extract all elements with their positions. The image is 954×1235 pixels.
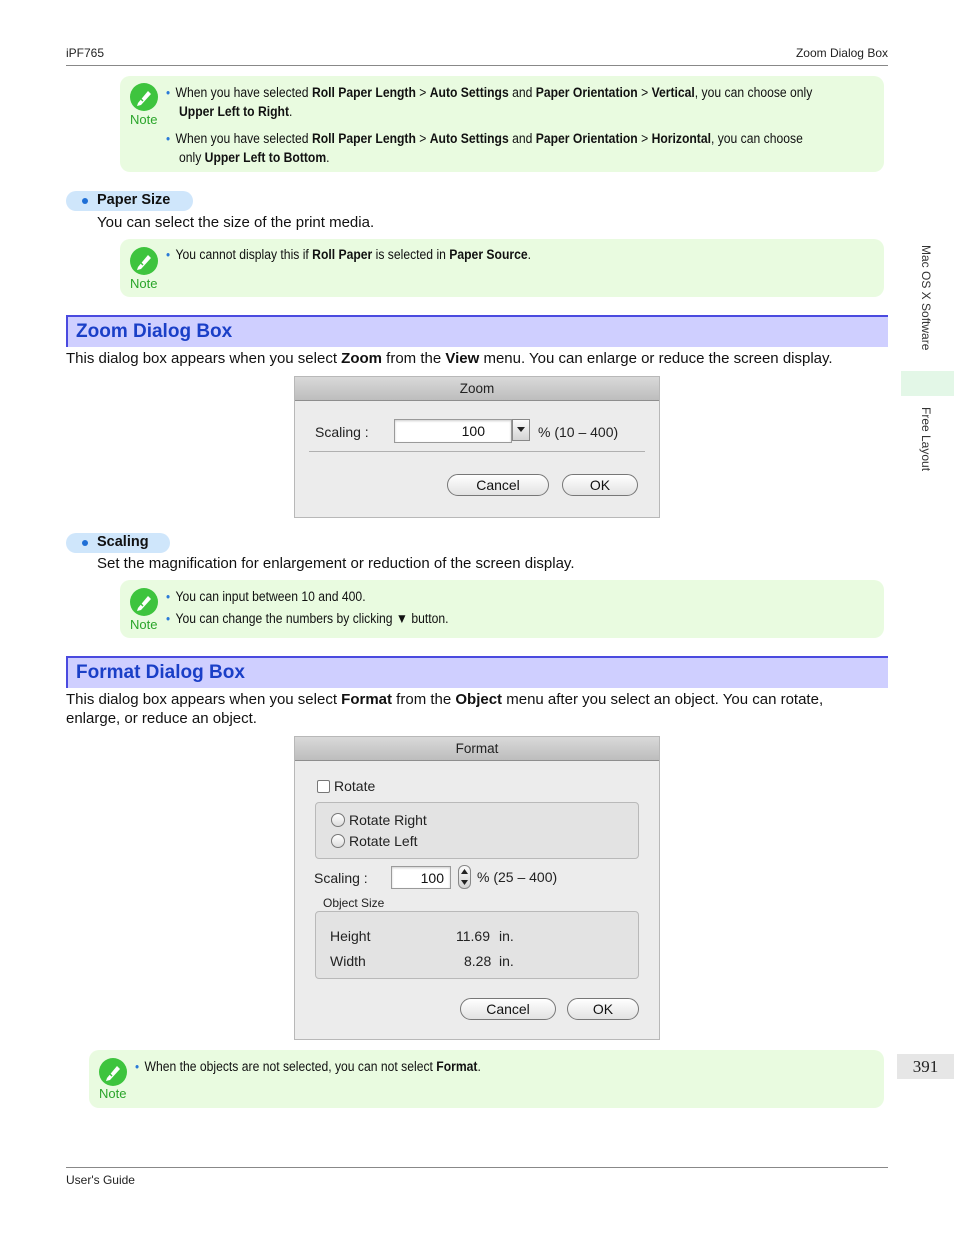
height-label: Height	[330, 928, 371, 944]
header-rule	[66, 65, 888, 66]
note1-bullet1-line1: • When you have selected Roll Paper Length > Auto Settings and Paper Orientation > Vertical, you can choose only	[166, 85, 813, 100]
format-section-heading: Format Dialog Box	[66, 656, 888, 688]
zoom-ok-button[interactable]: OK	[562, 474, 638, 496]
rotate-label: Rotate	[334, 778, 376, 794]
height-value: 11.69	[456, 928, 490, 944]
paper-size-desc: You can select the size of the print media.	[97, 214, 375, 231]
format-scaling-label: Scaling :	[314, 870, 368, 886]
rotate-group	[315, 802, 639, 859]
width-unit: in.	[499, 953, 514, 969]
object-size-label: Object Size	[323, 896, 385, 910]
bullet-icon: •	[166, 131, 171, 146]
note-box-4	[89, 1050, 884, 1108]
note-icon	[99, 1058, 127, 1086]
page-number: 391	[897, 1054, 954, 1079]
format-scaling-stepper[interactable]	[458, 865, 471, 889]
paper-size-heading: Paper Size	[66, 191, 193, 211]
format-ok-button[interactable]: OK	[567, 998, 639, 1020]
zoom-scaling-dropdown-button[interactable]	[512, 419, 530, 441]
note4-bullet1: • When the objects are not selected, you can not select Format.	[135, 1059, 481, 1074]
note1-bullet1-line2: Upper Left to Right.	[179, 104, 293, 119]
rotate-left-label: Rotate Left	[349, 833, 418, 849]
rotate-right-radio[interactable]	[331, 813, 345, 827]
zoom-dialog-title: Zoom	[295, 377, 659, 401]
note-label: Note	[130, 112, 158, 127]
note-icon	[130, 83, 158, 111]
bullet-icon: •	[135, 1059, 140, 1074]
format-cancel-button[interactable]: Cancel	[460, 998, 556, 1020]
note3-bullet2: • You can change the numbers by clicking ▼ button.	[166, 611, 449, 626]
width-value: 8.28	[464, 953, 492, 969]
zoom-scaling-range: % (10 – 400)	[538, 424, 619, 440]
sidebar-tab-mac-os-x-software[interactable]: Mac OS X Software	[919, 245, 933, 351]
format-section-desc-line1: This dialog box appears when you select Format from the Object menu after you select an object. You can rotate,	[66, 691, 824, 708]
footer-rule	[66, 1167, 888, 1168]
zoom-section-heading: Zoom Dialog Box	[66, 315, 888, 347]
sidebar-tab-free-layout[interactable]: Free Layout	[919, 407, 933, 472]
rotate-right-label: Rotate Right	[349, 812, 427, 828]
note-box-1	[120, 76, 884, 172]
zoom-scaling-input[interactable]: 100	[394, 419, 512, 443]
bullet-icon: •	[166, 611, 171, 626]
note-icon	[130, 588, 158, 616]
stepper-arrows-icon	[459, 866, 470, 888]
bullet-icon	[82, 198, 88, 204]
note-icon	[130, 247, 158, 275]
header-left: iPF765	[66, 46, 105, 60]
note2-bullet1: • You cannot display this if Roll Paper is selected in Paper Source.	[166, 247, 532, 262]
chevron-down-icon	[513, 420, 529, 440]
rotate-checkbox[interactable]	[317, 780, 330, 793]
sidebar-tab-highlight	[901, 371, 954, 396]
format-dialog-title: Format	[295, 737, 659, 761]
note-box-3	[120, 580, 884, 638]
note1-bullet2-line2: only Upper Left to Bottom.	[179, 150, 330, 165]
scaling-desc: Set the magnification for enlargement or reduction of the screen display.	[97, 555, 575, 572]
scaling-heading: Scaling	[66, 533, 170, 553]
zoom-dialog	[294, 376, 660, 518]
note-label: Note	[130, 276, 158, 291]
format-section-desc-line2: enlarge, or reduce an object.	[66, 710, 257, 727]
object-size-group	[315, 911, 639, 979]
note-box-2	[120, 239, 884, 297]
header-right: Zoom Dialog Box	[795, 46, 888, 60]
bullet-icon: •	[166, 589, 171, 604]
zoom-divider	[309, 451, 645, 452]
note3-bullet1: • You can input between 10 and 400.	[166, 589, 366, 604]
zoom-section-desc: This dialog box appears when you select Zoom from the View menu. You can enlarge or reduce the screen display.	[66, 350, 833, 367]
format-scaling-range: % (25 – 400)	[477, 869, 558, 885]
bullet-icon: •	[166, 85, 171, 100]
width-label: Width	[330, 953, 366, 969]
format-dialog	[294, 736, 660, 1040]
bullet-icon: •	[166, 247, 171, 262]
zoom-scaling-label: Scaling :	[315, 424, 369, 440]
height-unit: in.	[499, 928, 514, 944]
footer-left: User's Guide	[66, 1173, 135, 1187]
format-scaling-input[interactable]: 100	[391, 866, 451, 889]
note-label: Note	[99, 1086, 127, 1101]
note-label: Note	[130, 617, 158, 632]
note1-bullet2-line1: • When you have selected Roll Paper Length > Auto Settings and Paper Orientation > Horizontal, you can choose	[166, 131, 803, 146]
rotate-left-radio[interactable]	[331, 834, 345, 848]
bullet-icon	[82, 540, 88, 546]
zoom-cancel-button[interactable]: Cancel	[447, 474, 549, 496]
